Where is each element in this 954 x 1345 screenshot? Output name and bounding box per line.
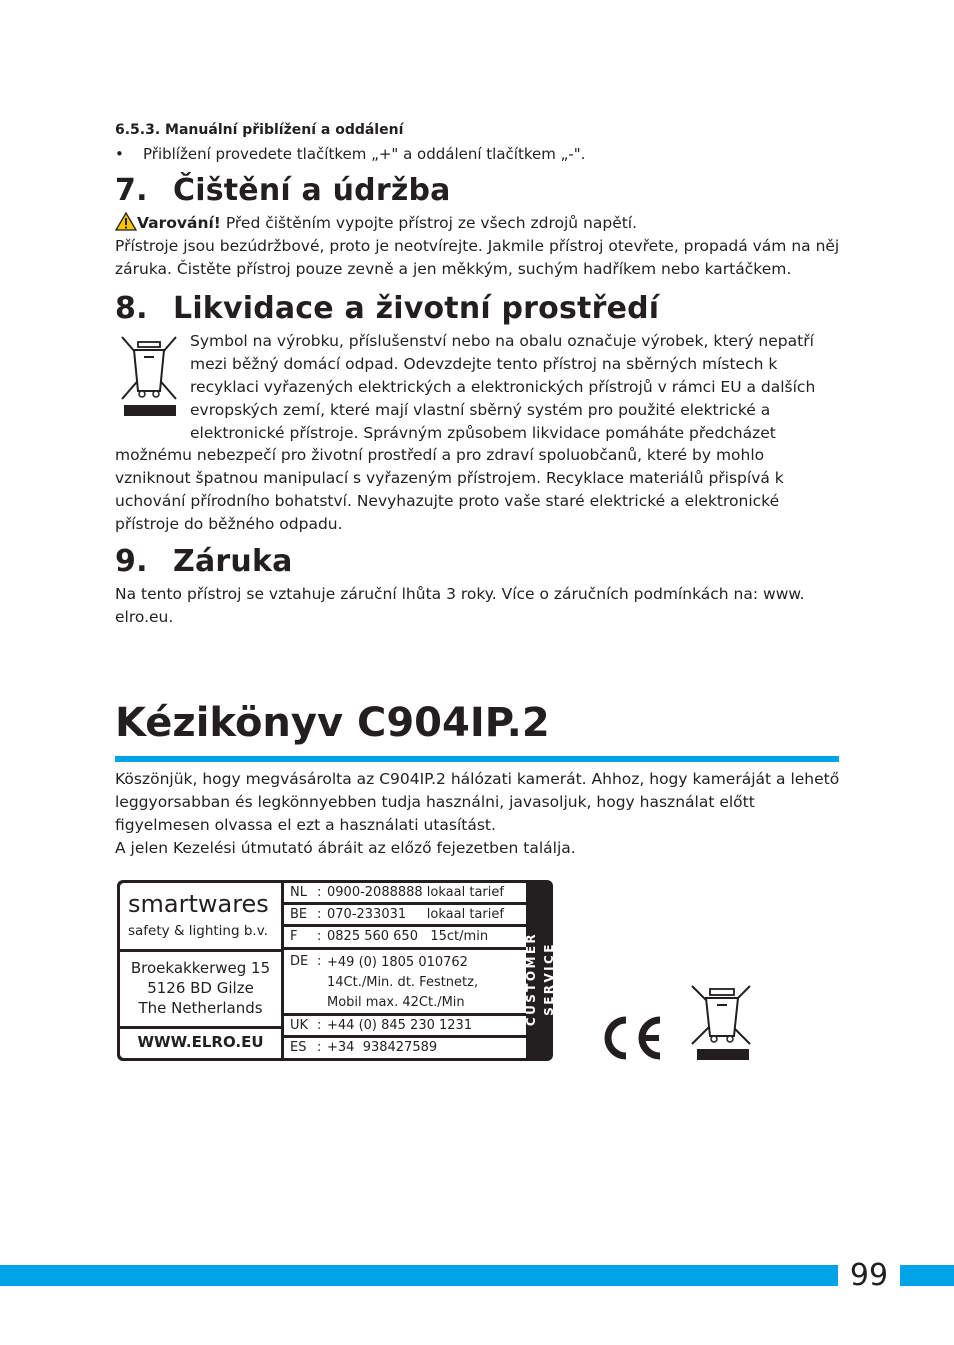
sep-es: :: [317, 1040, 322, 1055]
phone-nl: 0900-2088888 lokaal tarief: [327, 885, 504, 900]
sep-f: :: [317, 929, 322, 944]
section-9-body: Na tento přístroj se vztahuje záruční lhůta 3 roky. Více o záručních podmínkách na: www. elro.eu.: [115, 585, 805, 626]
footer-bar: [0, 1265, 954, 1286]
address-cell: [120, 952, 281, 1026]
section-8-body-part2: možnému nebezpečí pro životní prostředí a pro zdraví spoluobčanů, které by mohlo vzniknout špatnou manipulací s vyřazeným přístrojem. Recyklace materiálů přispívá k uchování přírodního bohatství. Nevyhazujte proto vaše staré elektrické a elektronické přístroje do běžného odpadu.: [115, 446, 784, 533]
weee-bin-icon: [118, 333, 180, 418]
country-uk: UK: [290, 1018, 309, 1033]
bullet-zoom: [115, 145, 585, 163]
country-be: BE: [290, 907, 308, 922]
section-9-number: 9.: [115, 544, 148, 579]
country-de: DE: [290, 954, 309, 969]
country-es: ES: [290, 1040, 307, 1055]
warning-line: [115, 212, 637, 235]
manual-intro: Köszönjük, hogy megvásárolta az C904IP.2 hálózati kamerát. Ahhoz, hogy kameráját a lehető leggyorsabban és legkönnyebben tudja használni, javasoljuk, hogy használat előtt figyelmesen olvassa el ezt a használati utasítást.: [115, 770, 840, 834]
ce-mark-icon: [598, 1015, 664, 1061]
phone-row-de: [284, 950, 526, 1013]
manual-note: A jelen Kezelési útmutató ábráit az előző fejezetben találja.: [115, 839, 576, 857]
section-8-title: Likvidace a životní prostředí: [173, 291, 660, 326]
weee-mark-icon: [690, 982, 754, 1062]
manual-title: Kézikönyv C904IP.2: [115, 700, 550, 746]
country-nl: NL: [290, 885, 307, 900]
section-8-number: 8.: [115, 291, 148, 326]
section-9-heading: [115, 544, 293, 579]
section-7-number: 7.: [115, 173, 148, 208]
address-line-1: Broekakkerweg 15: [130, 959, 271, 977]
phone-be: 070-233031 lokaal tarief: [327, 907, 504, 922]
bullet-text: Přiblížení provedete tlačítkem „+" a oddálení tlačítkem „-".: [143, 145, 586, 163]
warning-label: Varování!: [137, 214, 221, 232]
sep-be: :: [317, 907, 322, 922]
sep-uk: :: [317, 1018, 322, 1033]
brand-name: smartwares: [128, 890, 269, 918]
phone-uk: +44 (0) 845 230 1231: [327, 1018, 473, 1033]
phone-row-nl: [284, 883, 526, 902]
phone-row-f: [284, 927, 526, 947]
sep-nl: :: [317, 885, 322, 900]
bullet-char: •: [115, 145, 124, 163]
phone-row-uk: [284, 1016, 526, 1035]
phone-es: +34 938427589: [327, 1040, 438, 1055]
section-7-heading: [115, 173, 451, 208]
phone-row-be: [284, 905, 526, 924]
warning-icon: [115, 212, 137, 231]
customer-service-text: CUSTOMER SERVICE: [524, 931, 556, 1027]
address-line-3: The Netherlands: [138, 999, 263, 1017]
phone-f: 0825 560 650 15ct/min: [327, 929, 489, 944]
subsection-heading-653: 6.5.3. Manuální přiblížení a oddálení: [115, 122, 404, 138]
sep-de: :: [317, 954, 322, 969]
brand-subtitle: safety & lighting b.v.: [128, 923, 268, 939]
page-number: 99: [838, 1256, 900, 1296]
section-9-title: Záruka: [173, 544, 293, 579]
phone-de: +49 (0) 1805 010762 14Ct./Min. dt. Festnetz, Mobil max. 42Ct./Min: [327, 955, 479, 1010]
brand-cell: [120, 883, 281, 949]
country-f: F: [290, 929, 298, 944]
section-8-heading: [115, 291, 659, 326]
website-link[interactable]: WWW.ELRO.EU: [137, 1033, 264, 1051]
warning-text: Před čištěním vypojte přístroj ze všech zdrojů napětí.: [220, 214, 638, 232]
phone-row-es: [284, 1038, 526, 1058]
contact-label: [117, 880, 556, 1061]
section-7-title: Čištění a údržba: [173, 173, 451, 208]
title-rule: [115, 756, 839, 762]
section-7-body: Přístroje jsou bezúdržbové, proto je neotvírejte. Jakmile přístroj otevřete, propadá vám na něj záruka. Čistěte přístroj pouze zevně a jen měkkým, suchým hadříkem nebo kartáčkem.: [115, 237, 840, 278]
section-8-body-part1: Symbol na výrobku, příslušenství nebo na obalu označuje výrobek, který nepatří mezi běžný domácí odpad. Odevzdejte tento přístroj na sběrných místech k recyklaci vyřazených elektrických a elektronických přístrojů v rámci EU a dalších evropských zemí, které mají vlastní sběrný systém pro použité elektrické a elektronické přístroje. Správným způsobem likvidace pomáháte předcházet: [190, 332, 816, 442]
website-cell: [120, 1029, 281, 1058]
address-line-2: 5126 BD Gilze: [147, 979, 254, 997]
